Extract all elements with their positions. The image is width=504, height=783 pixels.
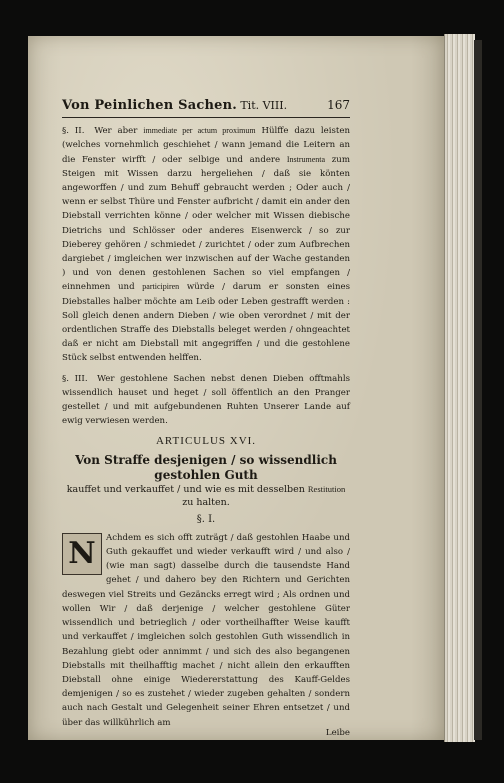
article-heading: ARTICULUS XVI. xyxy=(155,435,257,448)
text-span: Hülffe dazu leisten (welches vornehmlich geschiehet / wann jemand die Leitern an die Fenster wirfft / oder selbige und andere xyxy=(62,126,350,165)
catchword: Leibe xyxy=(325,727,350,738)
latin-span: participiren xyxy=(142,282,180,292)
latin-span: Instrumenta xyxy=(286,154,326,164)
text-span: Wer aber xyxy=(94,126,138,137)
latin-span: Restitution xyxy=(307,483,346,494)
page-edges xyxy=(444,34,475,742)
latin-span: immediate per actum proximum xyxy=(143,126,256,136)
paragraph-section-3 xyxy=(62,372,350,429)
text-span: zum Steigen mit Wissen darzu hergeliehen / daß sie könten angeworffen / und zum Behuff gebraucht werden ; Oder auch / wenn er selbst Thüre und Fenster aufbricht / damit ein ander den Diebstall verrichten könne / oder welcher mit Wissen diebische Dietrichs und Schlösser oder anderes Eisenwerck / so zur Dieberey gehören / schmiedet / zurichtet / oder zum Aufbrechen dargiebet / imgleichen wer inzwischen auf der Wache gestanden ) und von denen gestohlenen Sachen so viel empfangen / einnehmen und xyxy=(62,154,350,293)
title-number: Tit. VIII. xyxy=(240,99,288,112)
book-spine-shadow xyxy=(474,40,482,740)
section-mark: §. III. xyxy=(62,373,88,384)
text-span: Wer gestohlene Sachen nebst denen Dieben offtmahls wissendlich hauset und heget / soll öffentlich an den Pranger gestellet / und mit aufgebundenen Ruhten Unserer Lande auf ewig verwiesen werden. xyxy=(62,373,350,427)
text-span: kauffet und verkauffet / und wie es mit desselben xyxy=(66,483,305,495)
section-mark-centered: §. I. xyxy=(196,513,216,525)
running-header xyxy=(62,98,350,118)
section-mark: §. II. xyxy=(62,126,85,137)
paragraph-section-2 xyxy=(62,124,350,365)
page-content xyxy=(62,98,350,740)
article-title: Von Straffe desjenigen / so wissendlich gestohlen Guth xyxy=(75,452,337,482)
text-span: zu halten. xyxy=(182,496,230,508)
paragraph-article-section-1 xyxy=(62,531,350,730)
paragraph-text: Achdem es sich offt zuträgt / daß gestohlen Haabe und Guth gekauffet und wieder verkaufft wird / und also / (wie man sagt) dasselbe durch die tausendste Hand gehet / und dahero bey den Richtern und Gerichten deswegen viel Streits und Gezäncks erregt wird ; Als ordnen und wollen Wir / daß derjenige / welcher gestohlene Güter wissendlich und betrieglich / oder vortheilhaffter Weise kaufft und verkauffet / imgleichen solch gestohlen Guth wissendlich in Bezahlung giebt oder annimmt / und sich des also begangenen Diebstalls mit theilhafftig machet / nicht allein den erkaufften Diebstall ohne einige Wiedererstattung des Kauff-Geldes demjenigen / so es zustehet / wieder zugeben gehalten / sondern auch nach Gestalt und Gelegenheit seiner Ehren entsetzet / und über das willkührlich am xyxy=(62,532,350,728)
page-number: 167 xyxy=(327,98,350,112)
text-span: würde / darum er sonsten eines Diebstalles halber möchte am Leib oder Leben gestrafft werden : Soll gleich denen andern Dieben / wie oben verordnet / mit der ordentlichen Straffe des Diebstalls beleget werden / ohngeachtet daß er nicht am Diebstall mit angegriffen / und die gestohlene Stück selbst entwenden helffen. xyxy=(62,282,351,364)
running-title: Von Peinlichen Sachen. xyxy=(62,98,237,113)
decorated-initial: N xyxy=(62,533,102,575)
article-subtitle xyxy=(62,483,350,509)
